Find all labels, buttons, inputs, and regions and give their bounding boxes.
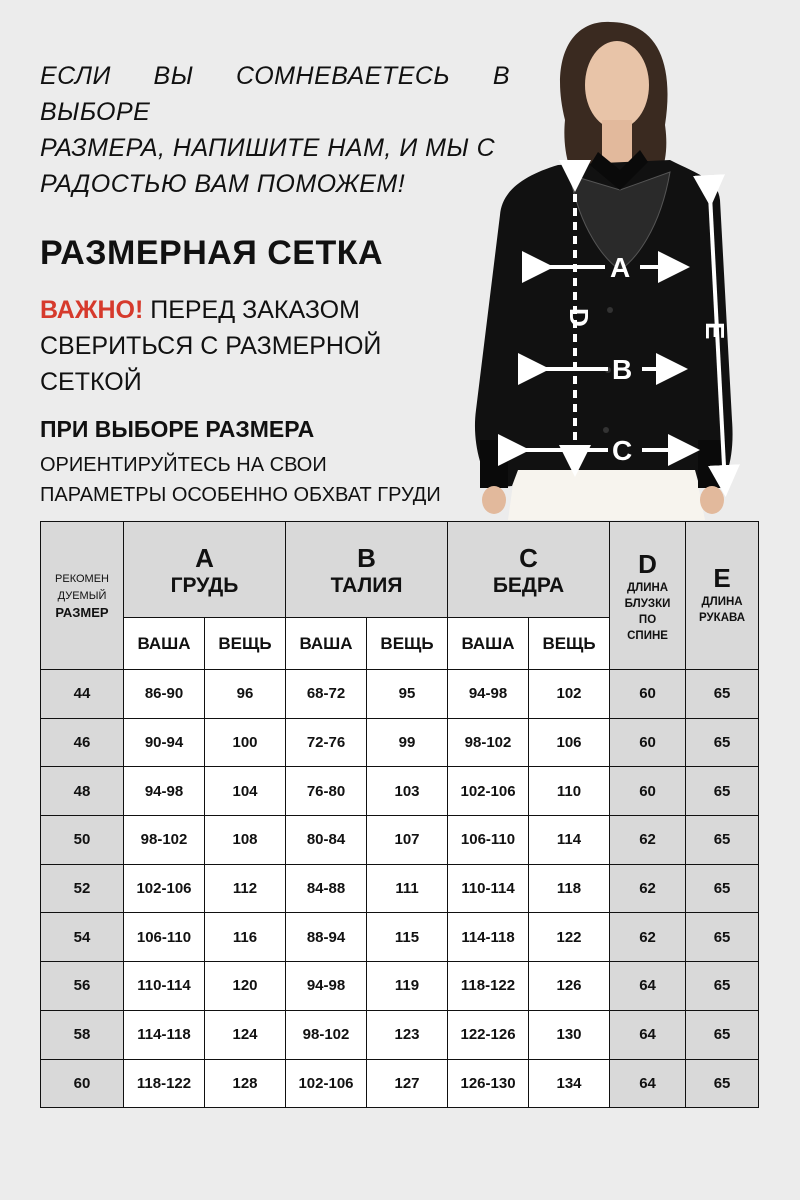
table-cell: 130 bbox=[529, 1010, 610, 1059]
intro-text bbox=[40, 58, 510, 202]
table-cell: 107 bbox=[367, 816, 448, 865]
table-row bbox=[41, 816, 759, 865]
header-size: РЕКОМЕН ДУЕМЫЙ РАЗМЕР bbox=[41, 522, 124, 670]
measure-c-label: C bbox=[612, 435, 633, 466]
table-cell: 108 bbox=[205, 816, 286, 865]
neck-shape bbox=[602, 120, 632, 165]
table-cell: 65 bbox=[686, 1010, 759, 1059]
table-cell: 118-122 bbox=[448, 962, 529, 1011]
table-cell: 98-102 bbox=[286, 1010, 367, 1059]
intro-line-1: ЕСЛИ ВЫ СОМНЕВАЕТЕСЬ В ВЫБОРЕ bbox=[40, 62, 510, 126]
table-cell: 98-102 bbox=[448, 718, 529, 767]
size-cell: 56 bbox=[41, 962, 124, 1011]
table-row bbox=[41, 1059, 759, 1108]
model-figure bbox=[470, 0, 800, 520]
table-cell: 119 bbox=[367, 962, 448, 1011]
table-row bbox=[41, 1010, 759, 1059]
table-cell: 80-84 bbox=[286, 816, 367, 865]
intro-line-2: РАЗМЕРА, НАПИШИТЕ НАМ, И МЫ С bbox=[40, 134, 496, 162]
size-cell: 58 bbox=[41, 1010, 124, 1059]
table-cell: 94-98 bbox=[286, 962, 367, 1011]
table-cell: 103 bbox=[367, 767, 448, 816]
important-label: ВАЖНО! bbox=[40, 296, 144, 324]
size-cell: 44 bbox=[41, 670, 124, 719]
table-cell: 65 bbox=[686, 767, 759, 816]
table-cell: 96 bbox=[205, 670, 286, 719]
table-cell: 122-126 bbox=[448, 1010, 529, 1059]
size-rows bbox=[41, 670, 759, 1108]
size-table bbox=[40, 521, 759, 1108]
table-cell: 72-76 bbox=[286, 718, 367, 767]
choose-subtitle bbox=[40, 450, 470, 510]
table-cell: 65 bbox=[686, 816, 759, 865]
table-cell: 111 bbox=[367, 864, 448, 913]
table-cell: 60 bbox=[610, 670, 686, 719]
button-3 bbox=[603, 427, 609, 433]
size-cell: 54 bbox=[41, 913, 124, 962]
table-row bbox=[41, 864, 759, 913]
subheader-a-item: ВЕЩЬ bbox=[205, 618, 286, 670]
important-line-1: ПЕРЕД ЗАКАЗОМ bbox=[143, 296, 360, 324]
subheader-a-yours: ВАША bbox=[124, 618, 205, 670]
table-cell: 123 bbox=[367, 1010, 448, 1059]
table-cell: 104 bbox=[205, 767, 286, 816]
header-c: С БЕДРА bbox=[448, 522, 610, 618]
table-cell: 115 bbox=[367, 913, 448, 962]
table-cell: 60 bbox=[610, 767, 686, 816]
table-cell: 95 bbox=[367, 670, 448, 719]
left-cuff bbox=[480, 440, 508, 488]
size-cell: 50 bbox=[41, 816, 124, 865]
table-cell: 65 bbox=[686, 962, 759, 1011]
table-row bbox=[41, 670, 759, 719]
header-b: В ТАЛИЯ bbox=[286, 522, 448, 618]
subheader-b-yours: ВАША bbox=[286, 618, 367, 670]
table-cell: 127 bbox=[367, 1059, 448, 1108]
choose-line-1: ОРИЕНТИРУЙТЕСЬ НА СВОИ bbox=[40, 454, 327, 476]
table-cell: 126 bbox=[529, 962, 610, 1011]
table-cell: 114-118 bbox=[448, 913, 529, 962]
important-line-3: СЕТКОЙ bbox=[40, 368, 142, 396]
table-cell: 110 bbox=[529, 767, 610, 816]
table-cell: 110-114 bbox=[448, 864, 529, 913]
table-cell: 114 bbox=[529, 816, 610, 865]
page-title: РАЗМЕРНАЯ СЕТКА bbox=[40, 234, 384, 272]
table-cell: 106-110 bbox=[124, 913, 205, 962]
table-cell: 65 bbox=[686, 670, 759, 719]
table-cell: 110-114 bbox=[124, 962, 205, 1011]
size-cell: 48 bbox=[41, 767, 124, 816]
measure-e-label: E bbox=[700, 322, 730, 340]
face-shape bbox=[585, 41, 649, 129]
table-cell: 112 bbox=[205, 864, 286, 913]
table-cell: 90-94 bbox=[124, 718, 205, 767]
table-cell: 134 bbox=[529, 1059, 610, 1108]
choose-title: ПРИ ВЫБОРЕ РАЗМЕРА bbox=[40, 416, 315, 442]
table-cell: 102-106 bbox=[448, 767, 529, 816]
intro-line-3: РАДОСТЬЮ ВАМ ПОМОЖЕМ! bbox=[40, 170, 406, 198]
table-cell: 118 bbox=[529, 864, 610, 913]
size-cell: 60 bbox=[41, 1059, 124, 1108]
table-cell: 60 bbox=[610, 718, 686, 767]
table-cell: 124 bbox=[205, 1010, 286, 1059]
subheader-c-yours: ВАША bbox=[448, 618, 529, 670]
table-cell: 94-98 bbox=[124, 767, 205, 816]
table-cell: 62 bbox=[610, 913, 686, 962]
choose-line-2: ПАРАМЕТРЫ ОСОБЕННО ОБХВАТ ГРУДИ bbox=[40, 484, 441, 506]
table-cell: 62 bbox=[610, 864, 686, 913]
table-cell: 65 bbox=[686, 1059, 759, 1108]
table-row bbox=[41, 718, 759, 767]
table-cell: 99 bbox=[367, 718, 448, 767]
header-a: А ГРУДЬ bbox=[124, 522, 286, 618]
table-cell: 102 bbox=[529, 670, 610, 719]
subheader-c-item: ВЕЩЬ bbox=[529, 618, 610, 670]
size-cell: 46 bbox=[41, 718, 124, 767]
table-cell: 94-98 bbox=[448, 670, 529, 719]
table-cell: 128 bbox=[205, 1059, 286, 1108]
table-cell: 106 bbox=[529, 718, 610, 767]
table-row bbox=[41, 767, 759, 816]
table-cell: 64 bbox=[610, 962, 686, 1011]
important-note bbox=[40, 292, 420, 400]
table-cell: 106-110 bbox=[448, 816, 529, 865]
header-d: D ДЛИНА БЛУЗКИ ПО СПИНЕ bbox=[610, 522, 686, 670]
subheader-b-item: ВЕЩЬ bbox=[367, 618, 448, 670]
button-1 bbox=[607, 307, 613, 313]
table-cell: 120 bbox=[205, 962, 286, 1011]
table-row bbox=[41, 913, 759, 962]
table-cell: 102-106 bbox=[124, 864, 205, 913]
table-row bbox=[41, 962, 759, 1011]
table-cell: 116 bbox=[205, 913, 286, 962]
left-hand bbox=[482, 486, 506, 514]
table-cell: 65 bbox=[686, 864, 759, 913]
table-cell: 88-94 bbox=[286, 913, 367, 962]
table-cell: 62 bbox=[610, 816, 686, 865]
table-cell: 100 bbox=[205, 718, 286, 767]
header-e: Е ДЛИНА РУКАВА bbox=[686, 522, 759, 670]
table-cell: 102-106 bbox=[286, 1059, 367, 1108]
table-cell: 65 bbox=[686, 913, 759, 962]
table-cell: 126-130 bbox=[448, 1059, 529, 1108]
table-cell: 76-80 bbox=[286, 767, 367, 816]
size-cell: 52 bbox=[41, 864, 124, 913]
table-cell: 118-122 bbox=[124, 1059, 205, 1108]
table-cell: 98-102 bbox=[124, 816, 205, 865]
table-cell: 64 bbox=[610, 1059, 686, 1108]
skirt-shape bbox=[508, 470, 705, 520]
table-cell: 65 bbox=[686, 718, 759, 767]
table-cell: 68-72 bbox=[286, 670, 367, 719]
measure-d-label: D bbox=[564, 308, 594, 327]
measure-b-label: B bbox=[612, 354, 633, 385]
important-line-2: СВЕРИТЬСЯ С РАЗМЕРНОЙ bbox=[40, 332, 382, 360]
table-cell: 114-118 bbox=[124, 1010, 205, 1059]
right-hand bbox=[700, 486, 724, 514]
table-cell: 122 bbox=[529, 913, 610, 962]
measure-a-label: A bbox=[610, 252, 631, 283]
table-cell: 84-88 bbox=[286, 864, 367, 913]
table-cell: 64 bbox=[610, 1010, 686, 1059]
table-cell: 86-90 bbox=[124, 670, 205, 719]
